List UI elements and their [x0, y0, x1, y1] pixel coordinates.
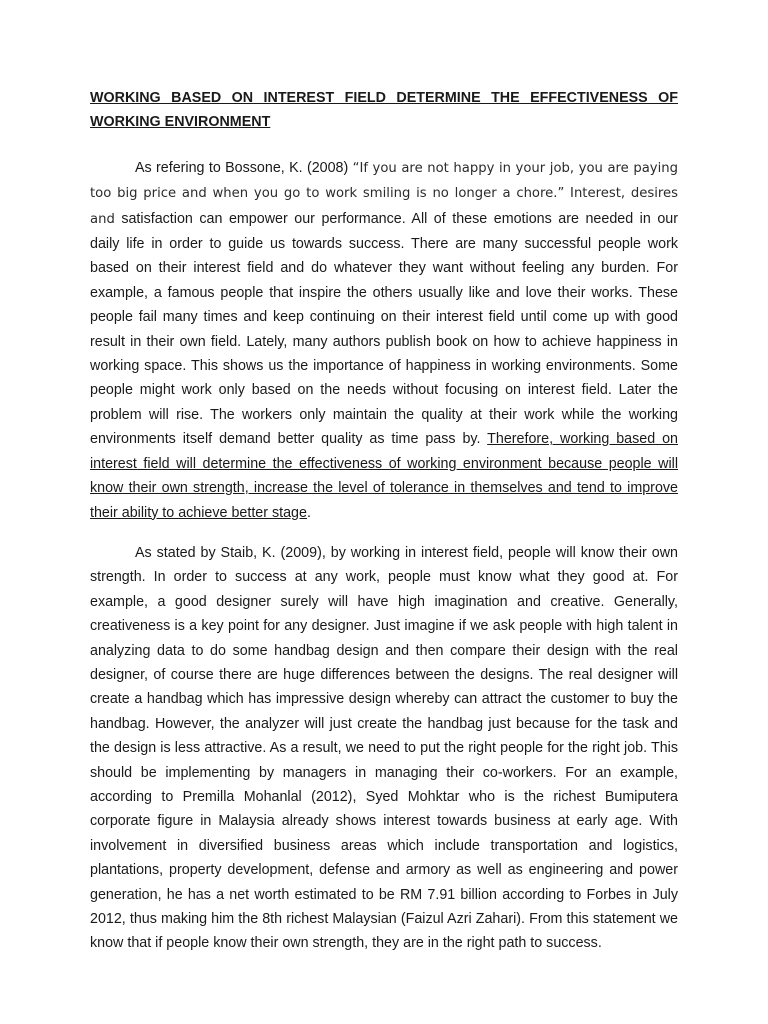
- paragraph-1-lead: As refering to Bossone, K. (2008): [135, 159, 353, 176]
- document-title: WORKING BASED ON INTEREST FIELD DETERMINE THE EFFECTIVENESS OF WORKING ENVIRONMENT: [90, 90, 678, 131]
- paragraph-1: [90, 156, 678, 525]
- paragraph-1-end: .: [306, 504, 311, 521]
- document-content: [90, 86, 678, 956]
- paragraph-1-quote: “If you are not happy in your job, you are paying too big price and when you go to work smiling is no longer a chore.” Interest, desires and: [90, 160, 678, 227]
- paragraph-1-body: satisfaction can empower our performance. All of these emotions are needed in our daily life in order to guide us towards success. There are many successful people work based on their interest field and do whatever they want without feeling any burden. For example, a famous people that inspire the others usually like and love their works. These people fail many times and keep continuing on their interest field until come up with good result in their own field. Lately, many authors publish book on how to achieve happiness in working space. This shows us the importance of happiness in working environments. Some people might work only based on the needs without focusing on interest field. Later the problem will rise. The workers only maintain the quality at their work while the working environments itself demand better quality as time pass by.: [90, 210, 678, 448]
- paragraph-2: As stated by Staib, K. (2009), by working in interest field, people will know their own strength. In order to success at any work, people must know what they good at. For example, a good designer surely will have high imagination and creative. Generally, creativeness is a key point for any designer. Just imagine if we ask people with high talent in analyzing data to do some handbag design and then compare their design with the real designer, of course there are huge differences between the designs. The real designer will create a handbag which has impressive design whereby can attract the customer to buy the handbag. However, the analyzer will just create the handbag just because for the task and the design is less attractive. As a result, we need to put the right people for the right job. This should be implementing by managers in managing their co-workers. For an example, according to Premilla Mohanlal (2012), Syed Mohktar who is the richest Bumiputera corporate figure in Malaysia already shows interest towards business at early age. With involvement in diversified business areas which include transportation and logistics, plantations, property development, defense and armory as well as engineering and power generation, he has a net worth estimated to be RM 7.91 billion according to Forbes in July 2012, thus making him the 8th richest Malaysian (Faizul Azri Zahari). From this statement we know that if people know their own strength, they are in the right path to success.: [90, 544, 678, 952]
- paragraph-1-thesis: Therefore, working based on interest field will determine the effectiveness of working environment because people will know their own strength, increase the level of tolerance in themselves and tend to improve their ability to achieve better stage: [90, 431, 678, 521]
